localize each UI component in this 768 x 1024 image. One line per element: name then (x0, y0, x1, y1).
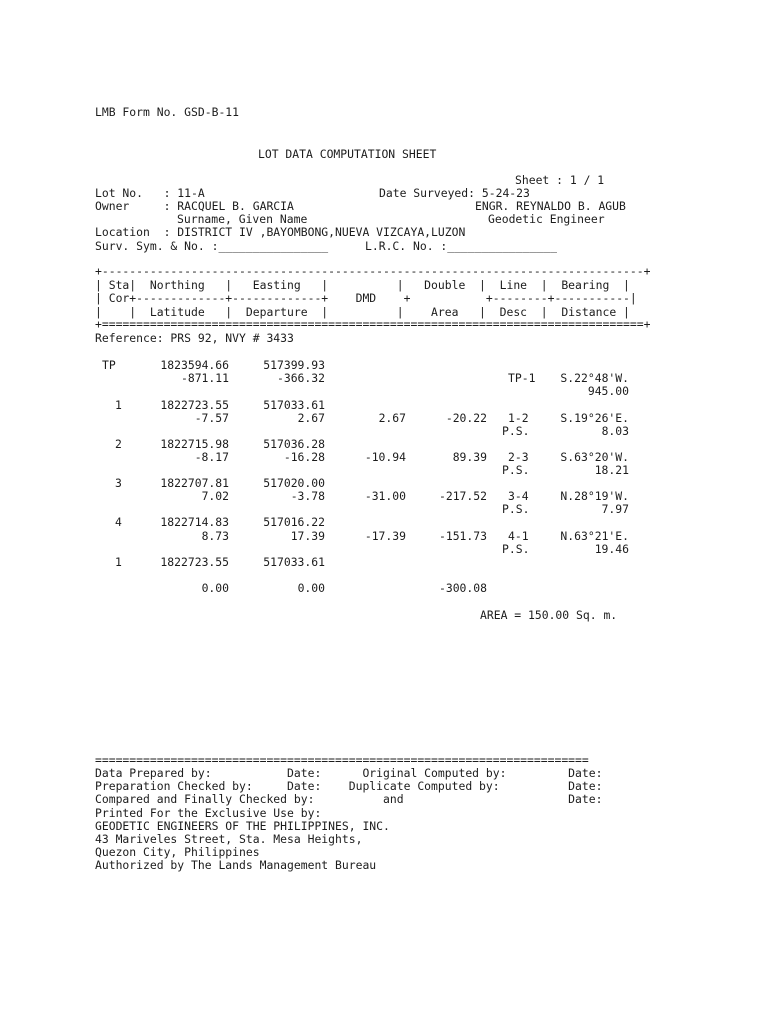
engineer-title: Geodetic Engineer (488, 212, 605, 226)
northing: 1822723.55 (160, 555, 229, 569)
latitude: 8.73 (201, 529, 229, 543)
dmd: 2.67 (378, 411, 406, 425)
station-label: 1 (115, 398, 122, 412)
station-label: TP (102, 358, 116, 372)
table-header-row-1: | Sta| Northing | Easting | | Double | Line | Bearing | (95, 278, 630, 292)
total-departure: 0.00 (297, 581, 325, 595)
latitude: -7.57 (194, 411, 229, 425)
dmd: -31.00 (364, 489, 406, 503)
line-label: 2-3 (508, 450, 529, 464)
double-area: 89.39 (452, 450, 487, 464)
latitude: 7.02 (201, 489, 229, 503)
double-area: -151.73 (438, 529, 487, 543)
surname-caption: Surname, Given Name (177, 212, 308, 226)
table-border-bottom: +===============================================================================+ (95, 317, 651, 331)
bearing: N.63°21'E. (560, 529, 629, 543)
departure: 2.67 (297, 411, 325, 425)
sheet-title: LOT DATA COMPUTATION SHEET (258, 147, 437, 161)
northing: 1822714.83 (160, 515, 229, 529)
total-double-area: -300.08 (438, 581, 487, 595)
bearing: S.22°48'W. (560, 371, 629, 385)
distance: 8.03 (601, 424, 629, 438)
footer-line: Authorized by The Lands Management Bureau (95, 858, 377, 872)
easting: 517016.22 (263, 515, 325, 529)
sheet-number: Sheet : 1 / 1 (515, 173, 605, 187)
location: Location : DISTRICT IV ,BAYOMBONG,NUEVA VIZCAYA,LUZON (95, 225, 466, 239)
distance: 7.97 (601, 502, 629, 516)
latitude: -8.17 (194, 450, 229, 464)
line-description: P.S. (502, 424, 530, 438)
footer-line: Preparation Checked by: Date: Duplicate Computed by: Date: (95, 779, 603, 793)
footer-line: Compared and Finally Checked by: and Date: (95, 792, 603, 806)
easting: 517033.61 (263, 398, 325, 412)
table-header-row-2: | Cor+-------------+-------------+ DMD + +--------+-----------| (95, 291, 637, 305)
distance: 19.46 (594, 542, 629, 556)
bearing: S.19°26'E. (560, 411, 629, 425)
line-label: 3-4 (508, 489, 529, 503)
owner: Owner : RACQUEL B. GARCIA (95, 199, 294, 213)
date-surveyed: Date Surveyed: 5-24-23 (379, 186, 530, 200)
reference: Reference: PRS 92, NVY # 3433 (95, 331, 294, 345)
station-label: 2 (115, 437, 122, 451)
area-result: AREA = 150.00 Sq. m. (480, 608, 618, 622)
footer-line: 43 Mariveles Street, Sta. Mesa Heights, (95, 832, 363, 846)
station-label: 3 (115, 476, 122, 490)
station-label: 1 (115, 555, 122, 569)
footer-line: Printed For the Exclusive Use by: (95, 806, 322, 820)
table-header-row-3: | | Latitude | Departure | | Area | Desc | Distance | (95, 305, 630, 319)
total-latitude: 0.00 (201, 581, 229, 595)
easting: 517036.28 (263, 437, 325, 451)
double-area: -217.52 (438, 489, 487, 503)
engineer-name: ENGR. REYNALDO B. AGUB (475, 199, 626, 213)
table-border-top: +-------------------------------------------------------------------------------+ (95, 264, 651, 278)
departure: -366.32 (276, 371, 325, 385)
bearing: N.28°19'W. (560, 489, 629, 503)
departure: -16.28 (283, 450, 325, 464)
footer-rule: ======================================================================== (95, 753, 589, 767)
footer-line: Quezon City, Philippines (95, 845, 260, 859)
departure: 17.39 (290, 529, 325, 543)
dmd: -17.39 (364, 529, 406, 543)
easting: 517399.93 (263, 358, 325, 372)
survey-symbol-number: Surv. Sym. & No. :________________ (95, 239, 329, 253)
distance: 945.00 (587, 384, 629, 398)
line-label: 1-2 (508, 411, 529, 425)
easting: 517033.61 (263, 555, 325, 569)
line-label: TP-1 (508, 371, 536, 385)
line-description: P.S. (502, 463, 530, 477)
dmd: -10.94 (364, 450, 406, 464)
departure: -3.78 (290, 489, 325, 503)
footer-line: Data Prepared by: Date: Original Computed by: Date: (95, 766, 603, 780)
footer-line: GEODETIC ENGINEERS OF THE PHILIPPINES, INC. (95, 819, 390, 833)
line-label: 4-1 (508, 529, 529, 543)
lot-number: Lot No. : 11-A (95, 186, 205, 200)
latitude: -871.11 (180, 371, 229, 385)
easting: 517020.00 (263, 476, 325, 490)
bearing: S.63°20'W. (560, 450, 629, 464)
distance: 18.21 (594, 463, 629, 477)
northing: 1822715.98 (160, 437, 229, 451)
line-description: P.S. (502, 502, 530, 516)
northing: 1822707.81 (160, 476, 229, 490)
northing: 1823594.66 (160, 358, 229, 372)
form-number: LMB Form No. GSD-B-11 (95, 105, 240, 119)
station-label: 4 (115, 515, 122, 529)
lrc-number: L.R.C. No. :________________ (365, 239, 558, 253)
line-description: P.S. (502, 542, 530, 556)
double-area: -20.22 (445, 411, 487, 425)
northing: 1822723.55 (160, 398, 229, 412)
